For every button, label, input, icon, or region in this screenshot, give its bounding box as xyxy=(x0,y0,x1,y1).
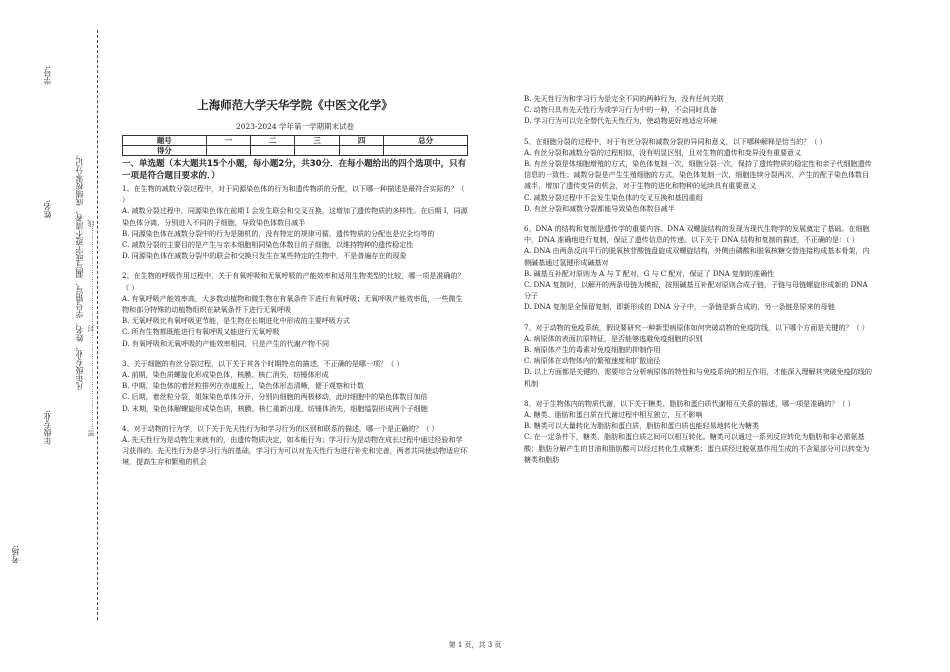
option: A. 病原体的表面抗原特征，是否能够逃避免疫细胞的识别 xyxy=(524,333,703,343)
question-stem: 1、在生物的减数分裂过程中，对于同源染色体的行为和遗传物质的分配，以下哪一种描述是最符合实际的？（ ） xyxy=(122,184,465,205)
exam-title: 上海师范大学天华学院《中医文化学》 xyxy=(197,98,393,112)
option: B. 同源染色体在减数分裂中的行为是随机的，没有特定的规律可循，遗传物质的分配也是完全均等的 xyxy=(122,228,435,238)
score-cell xyxy=(251,146,295,156)
question xyxy=(524,223,872,313)
score-cell xyxy=(295,146,339,156)
exam-room-label: 考场: xyxy=(11,545,20,564)
question xyxy=(122,358,468,414)
binding-dashed-line xyxy=(97,30,98,620)
option: A. 有丝分裂和减数分裂的过程相似，没有明显区别，且对生物的遗传和变异没有重要意义 xyxy=(524,147,802,157)
page-footer: 第 1 页，共 3 页 xyxy=(448,641,502,649)
exam-subtitle: 2023-2024 学年第一学期期末试卷 xyxy=(235,122,355,131)
right-column xyxy=(524,93,872,474)
question-stem: 2、在生物的呼吸作用过程中，关于有氧呼吸和无氧呼吸的产能效率和适用生物类型的比较，哪一项是准确的？（ ） xyxy=(122,271,465,292)
question-stem: 4、对于动物的行为学，以下关于先天性行为和学习行为的区别和联系的描述，哪一个是正确的？（ ） xyxy=(122,423,439,433)
option: A. 糖类、脂肪和蛋白质在代谢过程中相互独立，互不影响 xyxy=(524,410,703,420)
score-header-cell: 三 xyxy=(295,136,339,146)
option: D. 有氧呼吸和无氧呼吸的产能效率相同，只是产生的代谢产物不同 xyxy=(122,338,330,348)
question xyxy=(524,136,872,214)
option: C. 所有生物都既能进行有氧呼吸又能进行无氧呼吸 xyxy=(122,327,280,337)
question xyxy=(122,270,468,348)
score-header-cell: 四 xyxy=(339,136,383,146)
option: A. 前期，染色质螺旋化形成染色体，核膜、核仁消失，纺锤体形成 xyxy=(122,370,329,380)
score-cell xyxy=(384,146,468,156)
score-row-label: 得分 xyxy=(123,146,207,156)
option: D. 以上方面都是关键的，需要综合分析病原体的特性和与免疫系统的相互作用，才能深入理解其突破免疫防线的机制 xyxy=(524,367,872,388)
score-table xyxy=(122,135,468,156)
option: B. 先天性行为和学习行为是完全不同的两种行为，没有任何关联 xyxy=(524,94,724,103)
option: D. 学习行为可以完全替代先天性行为，使动物更好地适应环境 xyxy=(524,116,717,126)
score-header-cell: 一 xyxy=(206,136,250,146)
seal-line-text: 密……………………………………封……………………………………线 xyxy=(87,220,95,437)
option: B. 病原体产生的毒素对免疫细胞的抑制作用 xyxy=(524,345,661,355)
question-stem: 7、对于动物的免疫系统，假设要研究一种新型病原体如何突破动物的免疫防线，以下哪个方面是关键的？（ ） xyxy=(524,322,869,332)
grading-notice: 凡年级专业、姓名、学号错写、漏写或字迹不清者，成绩按零分记。 xyxy=(75,150,84,390)
question-stem: 3、关于细胞的有丝分裂过程，以下关于其各个时期特点的描述，不正确的是哪一项？（ ） xyxy=(122,358,404,368)
left-column xyxy=(122,93,468,477)
score-header-cell: 总分 xyxy=(384,136,468,146)
question-stem: 5、在细胞分裂的过程中，对于有丝分裂和减数分裂的异同和意义，以下哪种解释是恰当的？（ ） xyxy=(524,136,827,146)
option: C. 病原体在动物体内的繁殖速度和扩散途径 xyxy=(524,356,661,366)
option: A. 减数分裂过程中，同源染色体在前期 Ⅰ 会发生联会和交叉互换，这增加了遗传物质的多样性。在后期 Ⅰ，同源染色体分离，分别进入不同的子细胞，导致染色体数目减半 xyxy=(122,206,468,227)
option: D. 有丝分裂和减数分裂都能导致染色体数目减半 xyxy=(524,203,675,213)
option: C. 减数分裂过程中不会发生染色体的交叉互换和基因重组 xyxy=(524,192,703,202)
question-list xyxy=(524,136,872,465)
option: D. 末期，染色体解螺旋形成染色质，核膜、核仁重新出现，纺锤体消失，细胞缢裂形成两个子细胞 xyxy=(122,403,428,413)
student-id-label: 学号: xyxy=(43,66,52,85)
class-label: 年级专业: xyxy=(43,410,52,445)
question-continuation xyxy=(524,93,872,127)
option: A. 先天性行为是动物生来就有的，由遗传物质决定，如本能行为；学习行为是动物在成长过程中通过经验和学习获得的。先天性行为是学习行为的基础，学习行为可以对先天性行为进行补充和完善，两者共同使动物适应环境，提高生存和繁殖的机会 xyxy=(122,435,468,467)
question xyxy=(122,423,468,468)
option: D. DNA 复制是全保留复制，即新形成的 DNA 分子中，一条链是新合成的，另一条链是原来的母链 xyxy=(524,302,835,312)
question-stem: 8、对于生物体内的物质代谢，以下关于糖类、脂肪和蛋白质代谢相互关系的描述，哪一项是准确的？（ ） xyxy=(524,398,855,408)
option: D. 同源染色体在减数分裂中的联会和交换只发生在某些特定的生物中，不是普遍存在的现象 xyxy=(122,251,407,261)
option: B. 中期，染色体的着丝粒排列在赤道板上，染色体形态清晰，便于观察和计数 xyxy=(122,381,365,391)
section-heading: 一、单选题（本大题共15个小题，每小题2分，共30分．在每小题给出的四个选项中，只有一项是符合题目要求的．） xyxy=(122,159,467,181)
question-list xyxy=(122,183,468,468)
option: C. 后期，着丝粒分裂，姐妹染色单体分开，分别向细胞的两极移动，此时细胞中的染色体数目加倍 xyxy=(122,392,428,402)
score-cell xyxy=(206,146,250,156)
option: C. 在一定条件下，糖类、脂肪和蛋白质之间可以相互转化。糖类可以通过一系列反应转化为脂肪和非必需氨基酸；脂肪分解产生的甘油和脂肪酸可以经过转化生成糖类；蛋白质经过脱氨基作用生成的不含氮部分可以转变为糖类和脂肪 xyxy=(524,432,870,464)
option: A. 有氧呼吸产能效率高，大多数动植物和微生物在有氧条件下进行有氧呼吸；无氧呼吸产能效率低，一些微生物和部分特殊的动植物组织在缺氧条件下进行无氧呼吸 xyxy=(122,293,463,315)
option: B. 无氧呼吸比有氧呼吸更节能，是生物在长期进化中形成的主要呼吸方式 xyxy=(122,316,350,326)
question xyxy=(524,322,872,389)
question xyxy=(524,398,872,465)
option: B. 有丝分裂是体细胞增殖的方式，染色体复制一次，细胞分裂一次，保持了遗传物质的稳定性和亲子代细胞遗传信息的一致性；减数分裂是产生生殖细胞的方式，染色体复制一次，细胞连续分裂两次，产生的配子染色体数目减半，增加了遗传变异的机会，对于生物的进化和物种的延续具有重要意义 xyxy=(524,159,872,191)
score-header-cell: 二 xyxy=(251,136,295,146)
option: C. 减数分裂的主要目的是产生与亲本细胞相同染色体数目的子细胞，以维持物种的遗传稳定性 xyxy=(122,240,414,250)
name-label: 姓名: xyxy=(43,200,52,219)
score-header-cell: 题号 xyxy=(123,136,207,146)
option: A. DNA 由两条反向平行的脱氧核苷酸链盘旋成双螺旋结构，外侧由磷酸和脱氧核糖交替连接构成基本骨架，内侧碱基通过氢键形成碱基对 xyxy=(524,246,870,267)
option: B. 糖类可以大量转化为脂肪和蛋白质，脂肪和蛋白质也能轻易地转化为糖类 xyxy=(524,421,759,431)
question-stem: 6、DNA 的结构和复制是遗传学的重要内容。DNA 双螺旋结构的发现为现代生物学的发展奠定了基础。在细胞中，DNA 准确地进行复制，保证了遗传信息的传递。以下关于 DNA 结构和复制的描述，不正确的是：（ ） xyxy=(524,224,870,245)
option: C. DNA 复制时，以解开的两条母链为模板，按照碱基互补配对原则合成子链，子链与母链螺旋形成新的 DNA 分子 xyxy=(524,280,868,301)
score-cell xyxy=(339,146,383,156)
option: B. 碱基互补配对原则为 A 与 T 配对，G 与 C 配对，保证了 DNA 复制的准确性 xyxy=(524,268,775,278)
question xyxy=(122,183,468,261)
option: C. 动物只具有先天性行为或学习行为中的一种，不会同时具备 xyxy=(524,105,717,115)
